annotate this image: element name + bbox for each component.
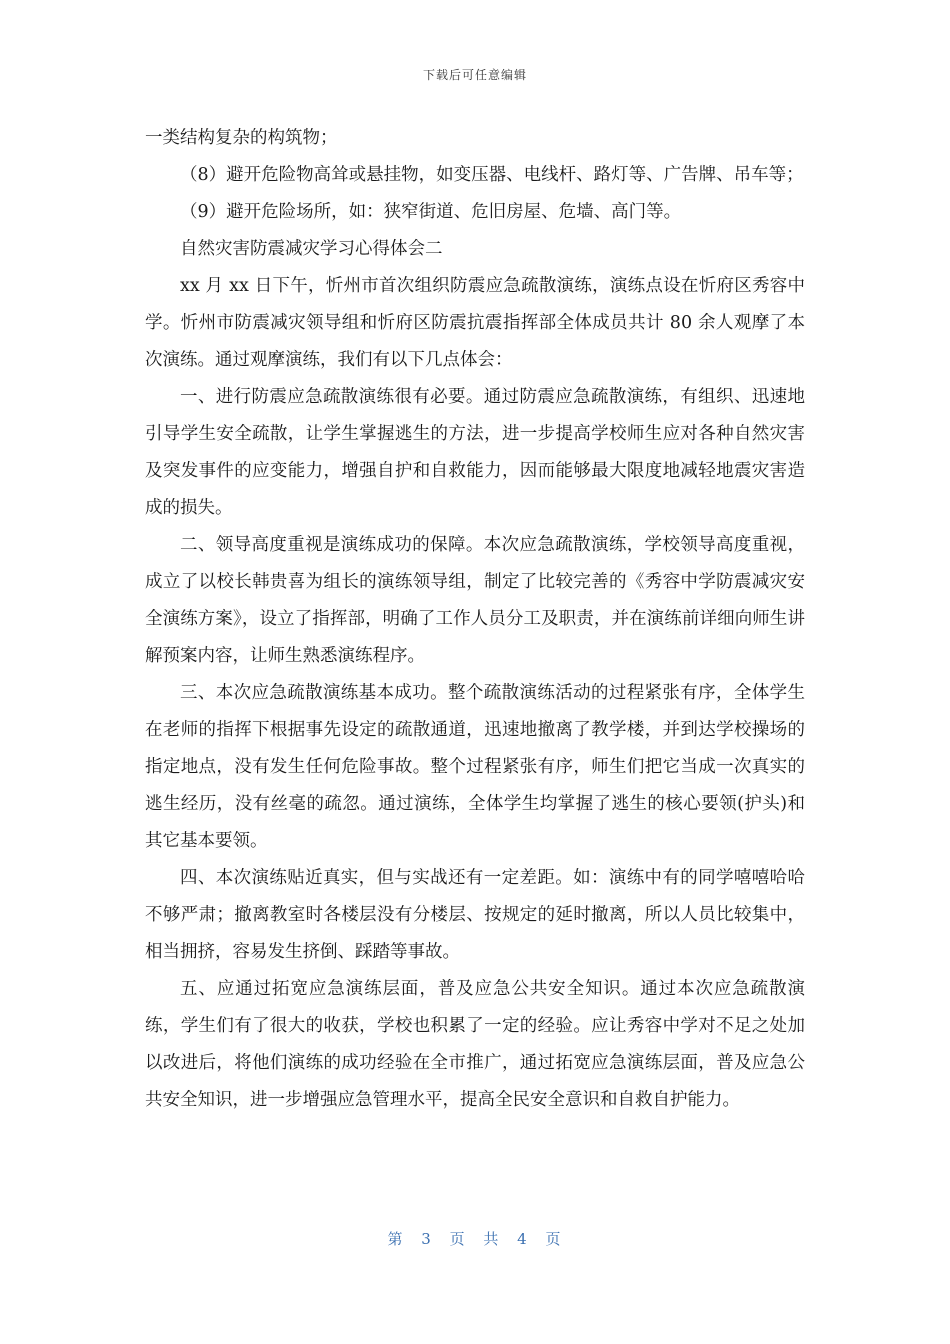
paragraph-intro: xx 月 xx 日下午，忻州市首次组织防震应急疏散演练，演练点设在忻府区秀容中学。忻州市防震减灾领导组和忻府区防震抗震指挥部全体成员共计 80 余人观摩了本次演练。通过观摩演练，我们有以下几点体会： — [145, 276, 805, 370]
page-number-footer: 第 3 页 共 4 页 — [387, 1230, 563, 1248]
paragraph-point-2: 二、领导高度重视是演练成功的保障。本次应急疏散演练，学校领导高度重视，成立了以校长韩贵喜为组长的演练领导组，制定了比较完善的《秀容中学防震减灾安全演练方案》，设立了指挥部，明确了工作人员分工及职责，并在演练前详细向师生讲解预案内容，让师生熟悉演练程序。 — [145, 535, 805, 666]
paragraph-item-8: （8）避开危险物高耸或悬挂物，如变压器、电线杆、路灯等、广告牌、吊车等； — [180, 165, 804, 185]
paragraph-point-3: 三、本次应急疏散演练基本成功。整个疏散演练活动的过程紧张有序，全体学生在老师的指挥下根据事先设定的疏散通道，迅速地撤离了教学楼，并到达学校操场的指定地点，没有发生任何危险事故。整个过程紧张有序，师生们把它当成一次真实的逃生经历，没有丝毫的疏忽。通过演练，全体学生均掌握了逃生的核心要领(护头)和其它基本要领。 — [145, 683, 805, 851]
paragraph-point-4: 四、本次演练贴近真实，但与实战还有一定差距。如：演练中有的同学嘻嘻哈哈不够严肃；撤离教室时各楼层没有分楼层、按规定的延时撤离，所以人员比较集中，相当拥挤，容易发生挤倒、踩踏等事故。 — [145, 868, 805, 962]
paragraph-continuation: 一类结构复杂的构筑物； — [145, 128, 338, 148]
paragraph-item-9: （9）避开危险场所，如：狭窄街道、危旧房屋、危墙、高门等。 — [180, 202, 682, 222]
section-heading: 自然灾害防震减灾学习心得体会二 — [180, 239, 443, 259]
document-body — [145, 120, 805, 1119]
page-header: 下载后可任意编辑 — [422, 68, 527, 82]
paragraph-point-5: 五、应通过拓宽应急演练层面，普及应急公共安全知识。通过本次应急疏散演练，学生们有了很大的收获，学校也积累了一定的经验。应让秀容中学对不足之处加以改进后，将他们演练的成功经验在全市推广，通过拓宽应急演练层面，普及应急公共安全知识，进一步增强应急管理水平，提高全民安全意识和自救自护能力。 — [145, 979, 805, 1110]
paragraph-point-1: 一、进行防震应急疏散演练很有必要。通过防震应急疏散演练，有组织、迅速地引导学生安全疏散，让学生掌握逃生的方法，进一步提高学校师生应对各种自然灾害及突发事件的应变能力，增强自护和自救能力，因而能够最大限度地减轻地震灾害造成的损失。 — [145, 387, 805, 518]
